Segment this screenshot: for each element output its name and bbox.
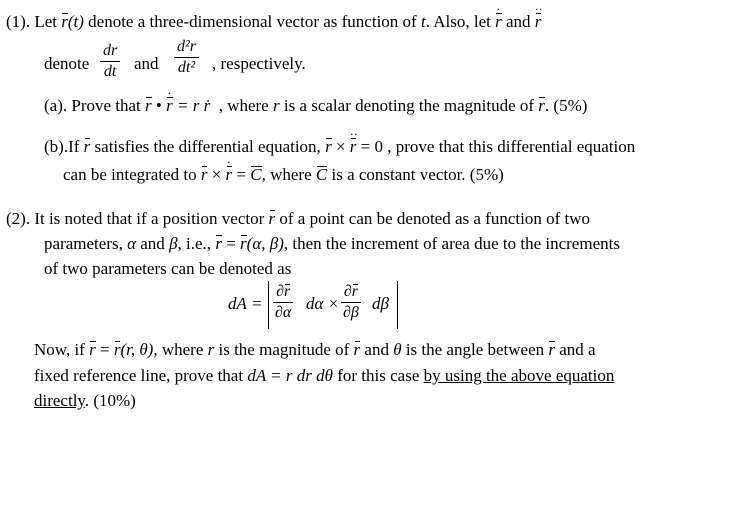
vector-r-symbol: r	[538, 96, 545, 115]
fraction-dr-dt	[100, 42, 120, 81]
q1-frac-and: and	[134, 54, 159, 73]
partial-alpha-denominator: ∂α	[275, 304, 292, 321]
q2-l4-a: Now, if	[34, 340, 85, 359]
vector-r-symbol: r	[145, 96, 152, 115]
q1-respectively: , respectively.	[212, 54, 306, 73]
q1-t-var: t	[420, 12, 426, 31]
q2-l4-d: and	[364, 340, 389, 359]
dot-product-symbol: •	[155, 96, 162, 115]
q1-intro-c: . Also, let	[425, 12, 491, 31]
vector-r-symbol: r	[200, 165, 208, 184]
q1-denote: denote	[44, 54, 90, 73]
q1-part-a	[44, 86, 588, 116]
d-beta-term: dβ	[372, 294, 389, 313]
q2-line-3: of two parameters can be denoted as	[44, 259, 292, 278]
q2-l5-a: fixed reference line, prove that	[34, 366, 244, 385]
q2-l2-a: parameters,	[44, 234, 123, 253]
theta-symbol: θ	[393, 340, 402, 359]
q2-and: and	[140, 234, 165, 253]
q1-b-equation: = 0	[360, 137, 383, 156]
q1-b-text: satisfies the differential equation,	[94, 137, 321, 156]
vector-r-symbol: r	[215, 234, 222, 253]
q2-l5-b: for this case	[337, 366, 420, 385]
q1-part-b-line-2	[63, 155, 504, 185]
fraction-d2r-dt2-numerator: d²r	[174, 38, 199, 58]
vector-r-ddot-symbol: r ··	[349, 127, 358, 156]
q1-a-rest: is a scalar denoting the magnitude of	[283, 96, 535, 115]
q1-a-r: r	[272, 96, 280, 115]
fraction-d2r-dt2-denominator: dt²	[177, 59, 196, 76]
q2-l2-args: (α, β)	[246, 234, 284, 253]
q1-b2-equation: =	[236, 165, 247, 184]
vector-r-symbol: r	[61, 12, 68, 31]
q1-a-where: , where	[218, 96, 269, 115]
q1-intro-b: denote a three-dimensional vector as function of	[88, 12, 417, 31]
q1-b2-text: can be integrated to	[63, 165, 197, 184]
q2-l6-underlined: directly	[34, 391, 85, 410]
vector-c-symbol: C	[315, 165, 328, 184]
q1-a-equation: = r ṙ	[176, 96, 211, 115]
q2-l4-e: is the angle between	[405, 340, 545, 359]
cross-product-symbol: ×	[335, 137, 346, 156]
q1-arg-t: (t)	[67, 12, 84, 31]
q2-l4-r: r	[207, 340, 215, 359]
q1-part-b	[44, 127, 636, 157]
q2-l4-b: , where	[153, 340, 204, 359]
q1-intro-a: (1). Let	[6, 12, 57, 31]
q1-and: and	[505, 12, 531, 31]
vector-r-dot-symbol: r ·	[166, 86, 173, 115]
q2-l6-b: . (10%)	[84, 391, 136, 410]
q1-b-label: (b).If	[44, 137, 80, 156]
d-alpha-term: dα ×	[306, 294, 340, 313]
q2-l2-c: , then the increment of area due to the increments	[283, 234, 620, 253]
partial-beta-denominator: ∂β	[343, 304, 359, 321]
q2-l1-a: (2). It is noted that if a position vector	[6, 209, 265, 228]
q2-line-6	[34, 391, 136, 411]
q2-line-4: Now, if r = r (r, θ), where r is the magnitude of r and θ is the angle between r and a	[34, 340, 596, 359]
q2-l2-b: , i.e.,	[177, 234, 212, 253]
q2-l4-f: and a	[559, 340, 596, 359]
vector-c-symbol: C	[250, 165, 262, 184]
vector-r-symbol: r	[268, 209, 276, 228]
q1-a-label: (a). Prove that	[44, 96, 141, 115]
q1-b2-rest: is a constant vector. (5%)	[331, 165, 504, 184]
partial-r-numerator: ∂r	[341, 283, 361, 303]
vector-r-symbol: r	[113, 340, 121, 359]
q2-l4-args: (r, θ)	[120, 340, 154, 359]
vector-r-symbol: r	[89, 340, 96, 359]
q1-b2-where: , where	[261, 165, 312, 184]
cross-product-symbol: ×	[211, 165, 222, 184]
q2-l5-equation: dA = r dr dθ	[247, 366, 333, 385]
q2-l4-c: is the magnitude of	[218, 340, 350, 359]
vector-r-symbol: r	[325, 137, 332, 156]
q2-line-5	[34, 366, 614, 386]
partial-r-alpha-fraction	[272, 283, 294, 322]
q1-line-1	[6, 2, 543, 32]
q2-l5-underlined: by using the above equation	[423, 366, 615, 385]
fraction-dr-dt-denominator: dt	[103, 63, 117, 80]
vector-r-dot-symbol: r ·	[495, 2, 502, 31]
beta-symbol: β	[169, 234, 178, 253]
alpha-symbol: α	[127, 234, 137, 253]
partial-r-numerator: ∂r	[273, 283, 293, 303]
fraction-dr-dt-numerator: dr	[100, 42, 120, 62]
vector-r-symbol: r	[548, 340, 555, 359]
da-equation-lhs: dA =	[228, 294, 263, 313]
vector-r-ddot-symbol: r ··	[534, 2, 543, 31]
q1-b-rest: , prove that this differential equation	[387, 137, 636, 156]
vector-r-symbol: r	[240, 234, 247, 253]
fraction-d2r-dt2	[174, 38, 199, 77]
q2-line-2: parameters, α and β, i.e., r = r (α, β), then the increment of area due to the increments	[44, 234, 620, 253]
vector-r-dot-symbol: r ·	[225, 155, 233, 184]
vector-r-symbol: r	[83, 137, 91, 156]
partial-r-beta-fraction	[340, 283, 362, 322]
vector-r-symbol: r	[353, 340, 361, 359]
q1-a-percent: . (5%)	[544, 96, 588, 115]
q2-l1-b: of a point can be denoted as a function of two	[279, 209, 590, 228]
q2-line-1	[6, 209, 590, 229]
